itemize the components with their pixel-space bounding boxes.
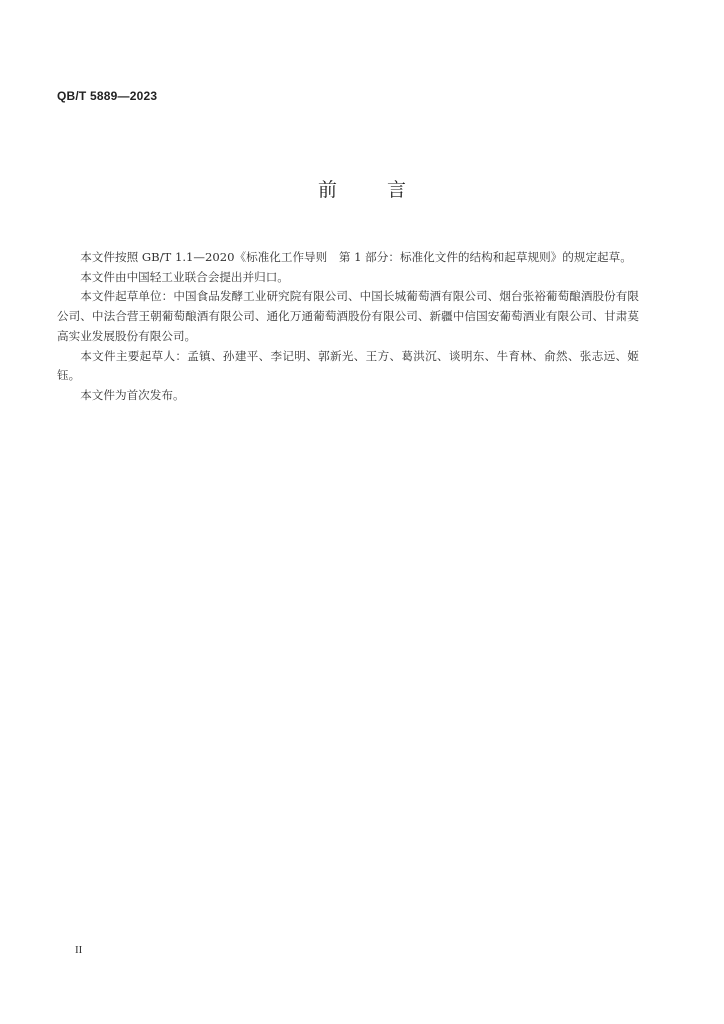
standard-code: QB/T 5889—2023: [57, 89, 158, 103]
paragraph-drafters: 本文件主要起草人：孟镇、孙建平、李记明、郭新光、王方、葛洪沉、谈明东、牛育林、俞然、张志远、姬钰。: [57, 348, 639, 383]
paragraph-drafting-units: 本文件起草单位：中国食品发酵工业研究院有限公司、中国长城葡萄酒有限公司、烟台张裕葡萄酿酒股份有限公司、中法合营王朝葡萄酿酒有限公司、通化万通葡萄酒股份有限公司、新疆中信国安葡萄酒业有限公司、甘肃莫高实业发展股份有限公司。: [57, 289, 639, 343]
paragraph-proposer: 本文件由中国轻工业联合会提出并归口。: [80, 269, 289, 284]
paragraph-drafting-rules: 本文件按照 GB/T 1.1—2020《标准化工作导则 第 1 部分：标准化文件的结构和起草规则》的规定起草。: [80, 250, 632, 264]
page-number: II: [75, 944, 83, 956]
page-title: 前 言: [317, 179, 429, 201]
paragraph-first-release: 本文件为首次发布。: [80, 387, 185, 402]
foreword-body: [57, 248, 639, 406]
